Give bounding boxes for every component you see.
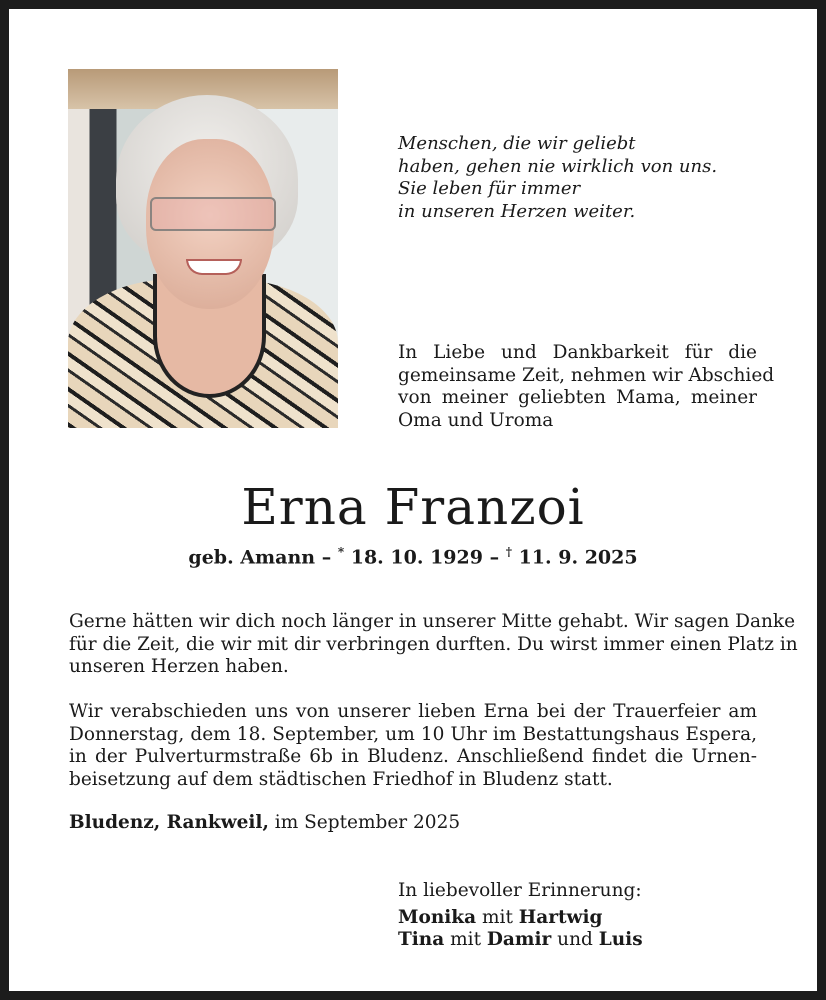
text-line: Wir verabschieden uns von unserer lieben Erna bei der Trauerfeier am	[69, 701, 757, 722]
signoff	[398, 880, 643, 952]
mourners-line-1	[398, 907, 643, 930]
mourner-name: Tina	[398, 929, 445, 950]
quote-line: haben, gehen nie wirklich von uns.	[398, 155, 718, 177]
mourner-name: Monika	[398, 906, 477, 928]
text-line: beisetzung auf dem städtischen Friedhof in Bludenz statt.	[69, 768, 613, 790]
quote-line: in unseren Herzen weiter.	[398, 200, 636, 222]
place-date	[69, 812, 460, 835]
text-line: für die Zeit, die wir mit dir verbringen durften. Du wirst immer einen Platz in	[69, 633, 798, 655]
connector: und	[551, 929, 599, 950]
life-dates	[0, 545, 826, 568]
birth-date: 18. 10. 1929	[344, 546, 483, 569]
connector: mit	[444, 929, 487, 950]
text-line: Donnerstag, dem 18. September, um 10 Uhr im Bestattungshaus Espera,	[69, 723, 757, 745]
mourner-name: Luis	[598, 929, 643, 950]
deceased-name: Erna Franzoi	[241, 478, 585, 536]
mourners-line-2	[398, 929, 643, 952]
intro-text	[398, 342, 775, 432]
mourner-name: Hartwig	[518, 906, 603, 928]
paragraph-ceremony	[69, 701, 757, 791]
mourner-name: Damir	[486, 929, 552, 950]
death-symbol: †	[505, 545, 512, 559]
towns: Bludenz, Rankweil,	[69, 812, 269, 833]
intro-line: gemeinsame Zeit, nehmen wir Abschied	[398, 364, 775, 386]
text-line: unseren Herzen haben.	[69, 656, 289, 677]
signoff-intro: In liebevoller Erinnerung:	[398, 880, 642, 901]
memorial-quote	[398, 133, 717, 223]
connector: mit	[476, 906, 519, 928]
portrait-photo	[68, 69, 338, 428]
intro-line: Oma und Uroma	[398, 409, 554, 431]
quote-line: Menschen, die wir geliebt	[398, 133, 636, 154]
text-line: Gerne hätten wir dich noch länger in unserer Mitte gehabt. Wir sagen Danke	[69, 611, 796, 632]
maiden-name: geb. Amann	[188, 546, 316, 569]
death-date: 11. 9. 2025	[511, 546, 638, 569]
birth-symbol: *	[337, 545, 345, 559]
intro-line: von meiner geliebten Mama, meiner	[398, 387, 757, 408]
separator: –	[315, 546, 338, 569]
quote-line: Sie leben für immer	[398, 178, 581, 199]
separator: –	[482, 546, 506, 569]
intro-line: In Liebe und Dankbarkeit für die	[398, 342, 757, 363]
paragraph-thanks	[69, 611, 798, 679]
text-line: in der Pulverturmstraße 6b in Bludenz. Anschließend findet die Urnen-	[69, 746, 757, 767]
date: im September 2025	[268, 812, 461, 833]
